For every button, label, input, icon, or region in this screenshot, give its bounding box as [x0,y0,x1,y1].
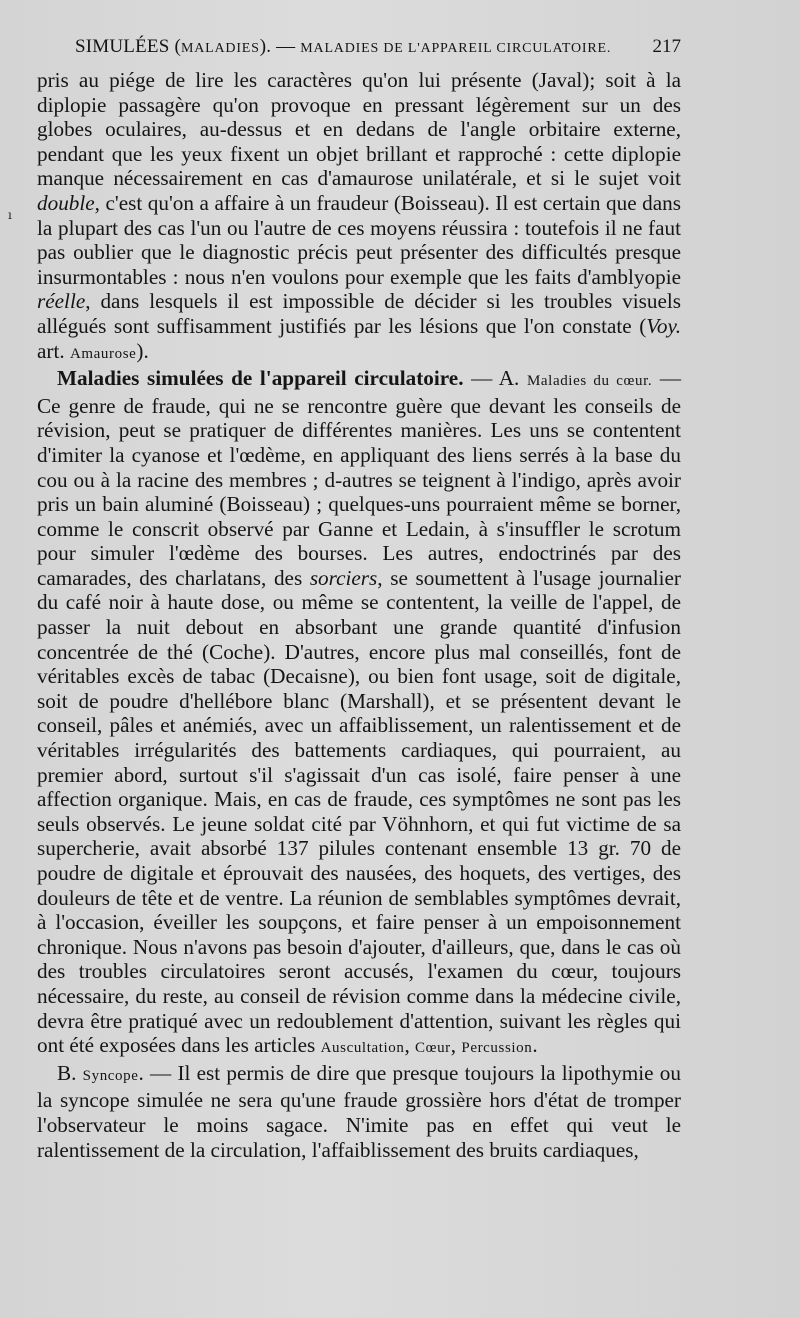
italic-run: Voy. [646,313,681,338]
text-run: , [450,1033,462,1058]
paragraph-amblyopie [37,68,681,366]
text-run: . — Il est permis de dire que presque toujours la lipothymie ou la syncope simulée ne sera qu'une fraude grossière hors d'état de tromper l'observateur le moins sagace. N'imite pas en effet qui veut le ralentissement de la circulation, l'affaiblissement des bruits cardiaques, [37,1060,681,1162]
smallcaps-run: Maladies du cœur. [526,373,653,390]
paragraph-circulatoire [37,366,681,1061]
section-heading: Maladies simulées de l'appareil circulatoire. [57,366,464,391]
text-run: , dans lesquels il est impossible de décider si les troubles visuels allégués sont suffisamment justifiés par les lésions que l'on constate ( [37,289,681,338]
page-number: 217 [652,36,681,57]
running-header [75,34,681,62]
text-run: , c'est qu'on a affaire à un fraudeur (Boisseau). Il est certain que dans la plupart des cas l'un ou l'autre de ces moyens réussira : toutefois il ne faut pas oublier que le diagnostic précis peut présenter des difficultés presque insurmontables : nous n'en voulons pour exemple que les faits d'amblyopie [37,190,681,289]
text-run: ). [136,338,149,363]
margin-mark: ı [8,208,12,222]
running-title-smallcaps: MALADIES [180,41,260,56]
text-run: , se soumettent à l'usage journalier du café noir à haute dose, ou même se contentent, la veille de l'appel, de passer la nuit debout en absorbant une grande quantité d'infusion concentrée de thé (Coche). D'autres, encore plus mal conseillés, font de véritables excès de tabac (Decaisne), ou bien font usage, soit de digitale, soit de poudre d'hellébore blanc (Marshall), et se présentent devant le conseil, pâles et anémiés, avec un affaiblissement, un ralentissement et de véritables irrégularités des battements cardiaques, qui pourraient, au premier abord, surtout s'il s'agissait d'un cas isolé, faire penser à une affection organique. Mais, en cas de fraude, ces symptômes ne sont pas les seuls observés. Le jeune soldat cité par Vöhnhorn, et qui fut victime de sa supercherie, avait absorbé 137 pilules contenant ensemble 13 gr. 70 de poudre de digitale et éprouvait des nausées, des hoquets, des vertiges, des douleurs de tête et de ventre. La réunion de semblables symptômes devrait, à l'occasion, éveiller les soupçons, et faire penser à un empoisonnement chronique. Nous n'avons pas besoin d'ajouter, d'ailleurs, que, dans le cas où des troubles circulatoires seront accusés, l'examen du cœur, toujours nécessaire, du reste, au conseil de révision comme dans la médecine civile, devra être pratiqué avec un redoublement d'attention, suivant les règles qui ont été exposées dans les articles [37,565,681,1058]
smallcaps-run: Cœur [415,1040,451,1057]
running-title-section: MALADIES DE L'APPAREIL CIRCULATOIRE. [300,41,612,56]
smallcaps-run: Amaurose [69,345,137,362]
text-run: — A. [463,366,527,391]
smallcaps-run: Auscultation [320,1040,405,1057]
text-run: art. [37,338,70,363]
text-run: — Ce genre de fraude, qui ne se rencontre guère que devant les conseils de révision, peut se pratiquer de différentes manières. Les uns se contentent d'imiter la cyanose et l'œdème, en appliquant des liens serrés à la base du cou ou à la racine des membres ; d-autres se teignent à l'indigo, après avoir pris un bain aluminé (Boisseau) ; quelques-uns pourraient même se borner, comme le conscrit observé par Ganne et Ledain, à s'insuffler le scrotum pour simuler l'œdème des bourses. Les autres, endoctrinés par des camarades, des charlatans, des [37,366,682,590]
page-body [37,68,681,1162]
running-title-separator: ). — [259,36,301,57]
text-run: pris au piége de lire les caractères qu'on lui présente (Javal); soit à la diplopie passagère qu'on provoque en pressant légèrement sur un des globes oculaires, au-dessus et en dedans de l'angle orbitaire externe, pendant que les yeux fixent un objet brillant et rapproché : cette diplopie manque nécessairement en cas d'amaurose unilatérale, et si le sujet voit [37,68,681,191]
running-title [75,36,611,58]
text-run: B. [57,1060,83,1085]
smallcaps-run: Syncope [82,1067,139,1084]
text-run: . [532,1033,538,1058]
italic-run: sorciers [309,565,378,590]
paragraph-syncope [37,1061,681,1162]
smallcaps-run: Percussion [461,1040,533,1057]
italic-run: réelle [37,289,86,314]
italic-run: double [37,190,95,215]
text-run: , [404,1033,416,1058]
running-title-part: SIMULÉES ( [75,36,181,57]
